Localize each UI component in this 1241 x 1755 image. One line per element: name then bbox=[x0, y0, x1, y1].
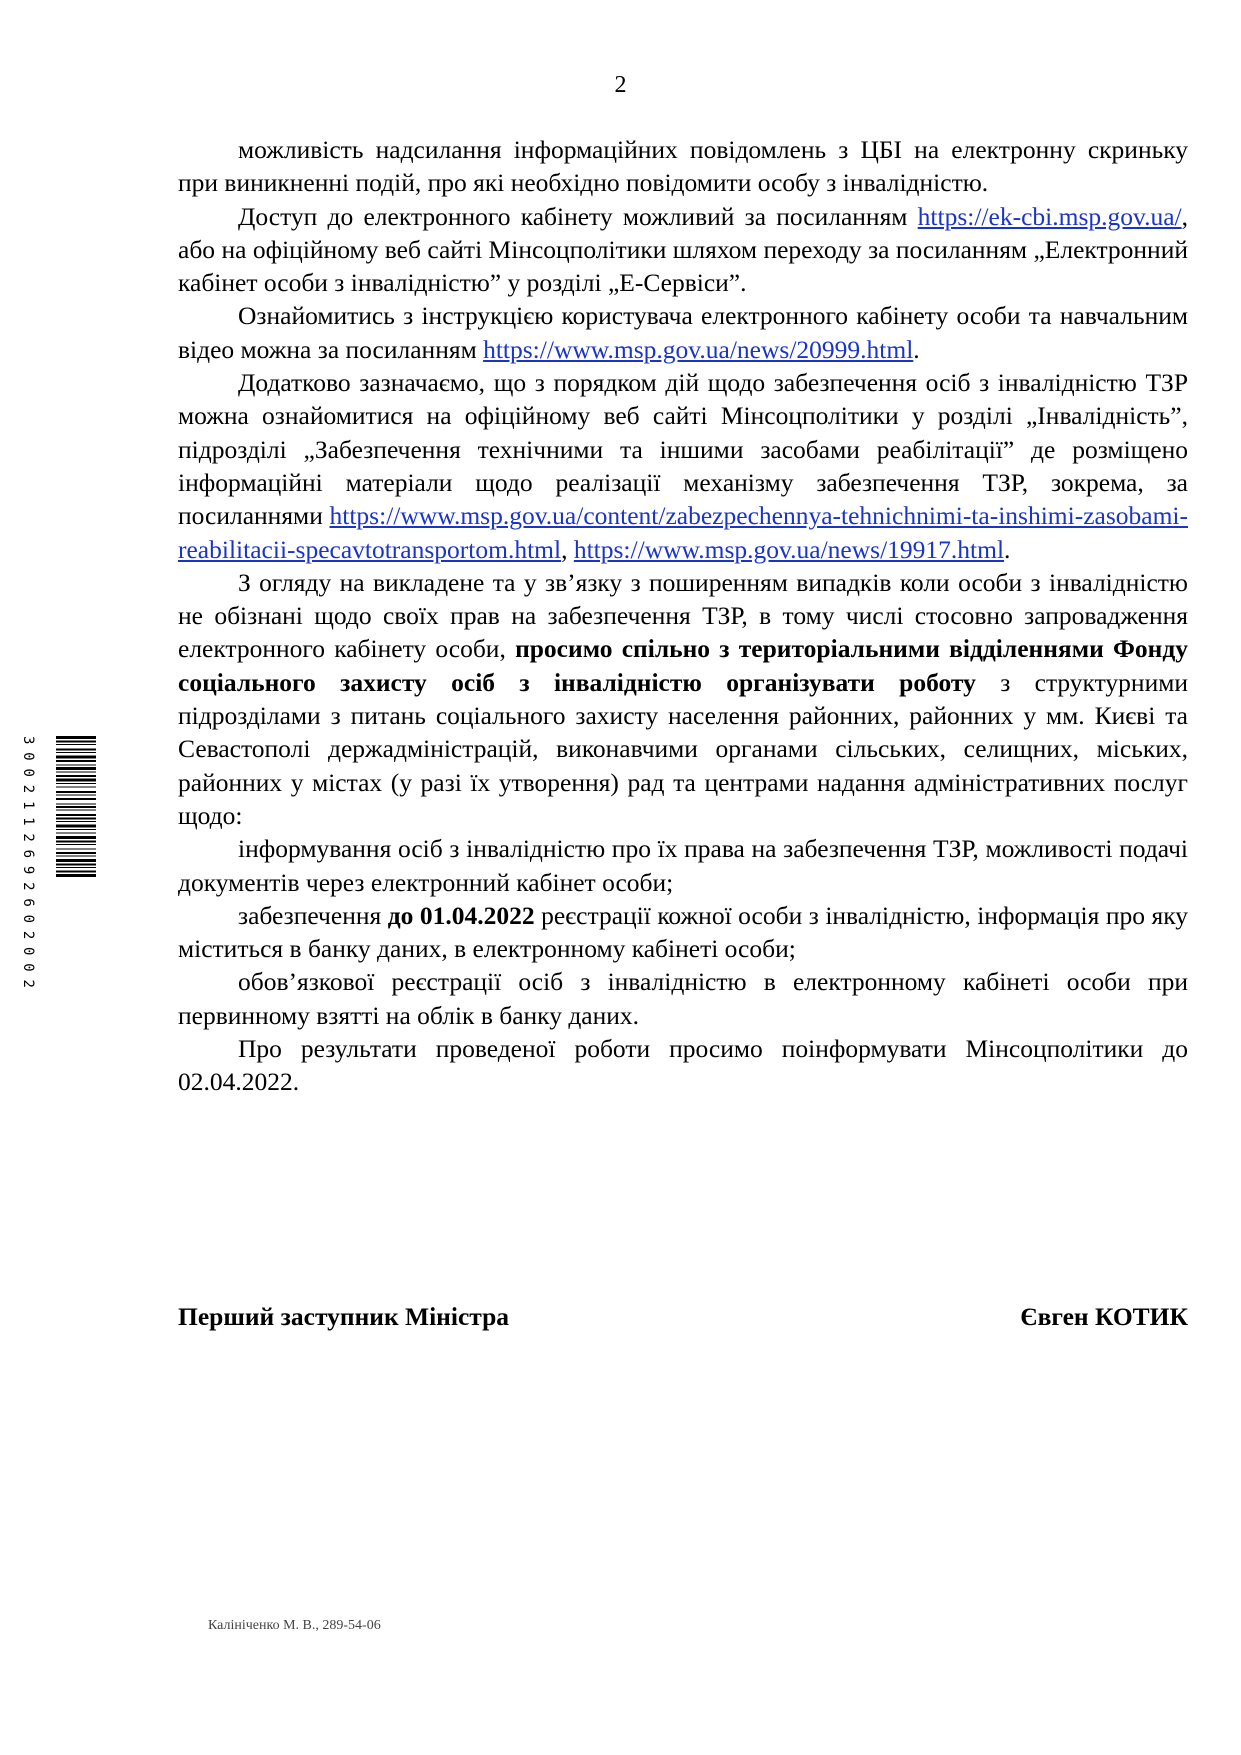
paragraph-text: , bbox=[561, 534, 574, 564]
paragraph-text: з структурними підрозділами з питань соціального захисту населення районних, районних у мм. Києві та Севастополі держадміністрацій, виконавчими органами сільських, селищних, міських, районних у містах (у разі їх утворення) рад та центрами надання адміністративних послуг щодо: bbox=[178, 667, 1188, 830]
paragraph-request bbox=[178, 566, 1188, 832]
paragraph-text: обов’язкової реєстрації осіб з інвалідністю в електронному кабінеті особи при первинному взятті на облік в банку даних. bbox=[178, 967, 1188, 1030]
paragraph-text: З огляду на викладене та у зв’язку з поширенням випадків коли особи з інвалідністю не обізнані щодо своїх прав на забезпечення ТЗР, в тому числі стосовно запровадження електронного кабінету особи, bbox=[178, 567, 1188, 664]
rehabilitation-content-link[interactable]: https://www.msp.gov.ua/content/zabezpechennya-tehnichnimi-ta-inshimi-zasobami-reabilitacii-specavtotransportom.html bbox=[178, 501, 1188, 564]
barcode-digit: 0 bbox=[20, 963, 36, 972]
barcode-digit: 2 bbox=[20, 930, 36, 940]
paragraph-text: , або на офіційному веб сайті Мінсоцполітики шляхом переходу за посиланням „Електронний кабінет особи з інвалідністю” у розділі „Е-Сервіси”. bbox=[178, 201, 1188, 298]
request-bold-text: просимо спільно з територіальними відділеннями Фонду соціального захисту осіб з інвалідністю організувати роботу bbox=[178, 634, 1188, 697]
paragraph-cabinet-access bbox=[178, 200, 1188, 300]
barcode-digit: 1 bbox=[20, 817, 36, 826]
barcode-digit: 2 bbox=[20, 979, 36, 988]
paragraph-text: реєстрації кожної особи з інвалідністю, інформація про яку міститься в банку даних, в електронному кабінеті особи; bbox=[178, 900, 1188, 964]
barcode-digit: 1 bbox=[20, 800, 36, 810]
barcode-digit: 9 bbox=[20, 865, 36, 875]
barcode-digit: 6 bbox=[20, 849, 36, 859]
paragraph-notifications bbox=[178, 133, 1188, 200]
paragraph-text: Доступ до електронного кабінету можливий за посиланням bbox=[238, 201, 918, 231]
paragraph-registration-deadline bbox=[178, 899, 1188, 966]
paragraph-informing bbox=[178, 832, 1188, 899]
paragraph-text: . bbox=[913, 334, 920, 364]
letter-body bbox=[178, 133, 1188, 1099]
barcode-digit: 0 bbox=[20, 768, 36, 777]
paragraph-text: . bbox=[1004, 534, 1011, 564]
barcode-digit: 0 bbox=[20, 947, 36, 956]
barcode-digit: 2 bbox=[20, 784, 36, 794]
signatory-name: Євген КОТИК bbox=[1020, 1302, 1188, 1331]
barcode-digit: 0 bbox=[20, 914, 36, 924]
signatory-position: Перший заступник Міністра bbox=[178, 1302, 510, 1331]
barcode-digit: 2 bbox=[20, 882, 36, 891]
barcode-digit: 2 bbox=[20, 833, 36, 842]
paragraph-text: забезпечення bbox=[238, 900, 388, 930]
paragraph-text: Додатково зазначаємо, що з порядком дій щодо забезпечення осіб з інвалідністю ТЗР можна ознайомитися на офіційному веб сайті Мінсоцполітики у розділі „Інвалідність”, підрозділі „Забезпечення технічними та іншими засобами реабілітації” де розміщено інформаційні матеріали щодо реалізації механізму забезпечення ТЗР, зокрема, за посиланнями bbox=[178, 368, 1188, 531]
barcode-digit: 6 bbox=[20, 898, 36, 907]
deadline-bold-text: до 01.04.2022 bbox=[387, 900, 535, 930]
paragraph-report bbox=[178, 1032, 1188, 1099]
barcode-digits bbox=[14, 736, 36, 988]
barcode-digit: 3 bbox=[20, 736, 36, 745]
paragraph-text: Про результати проведеної роботи просимо поінформувати Мінсоцполітики до 02.04.2022. bbox=[178, 1034, 1188, 1097]
barcode-digit: 0 bbox=[20, 752, 36, 761]
cabinet-link[interactable]: https://ek-cbi.msp.gov.ua/ bbox=[917, 201, 1182, 231]
barcode-icon bbox=[30, 736, 100, 988]
paragraph-text: можливість надсилання інформаційних повідомлень з ЦБІ на електронну скриньку при виникненні подій, про які необхідно повідомити особу з інвалідністю. bbox=[178, 135, 1188, 198]
news-link[interactable]: https://www.msp.gov.ua/news/19917.html bbox=[573, 534, 1005, 564]
paragraph-mandatory-registration bbox=[178, 965, 1188, 1032]
page-number: 2 bbox=[614, 72, 627, 98]
paragraph-instructions bbox=[178, 299, 1188, 366]
instruction-video-link[interactable]: https://www.msp.gov.ua/news/20999.html bbox=[483, 334, 914, 364]
executor-note: Калініченко М. В., 289-54-06 bbox=[208, 1618, 381, 1633]
paragraph-procedure bbox=[178, 366, 1188, 566]
paragraph-text: Ознайомитись з інструкцією користувача електронного кабінету особи та навчальним відео можна за посиланням bbox=[178, 301, 1188, 364]
paragraph-text: інформування осіб з інвалідністю про їх права на забезпечення ТЗР, можливості подачі документів через електронний кабінет особи; bbox=[178, 834, 1188, 897]
